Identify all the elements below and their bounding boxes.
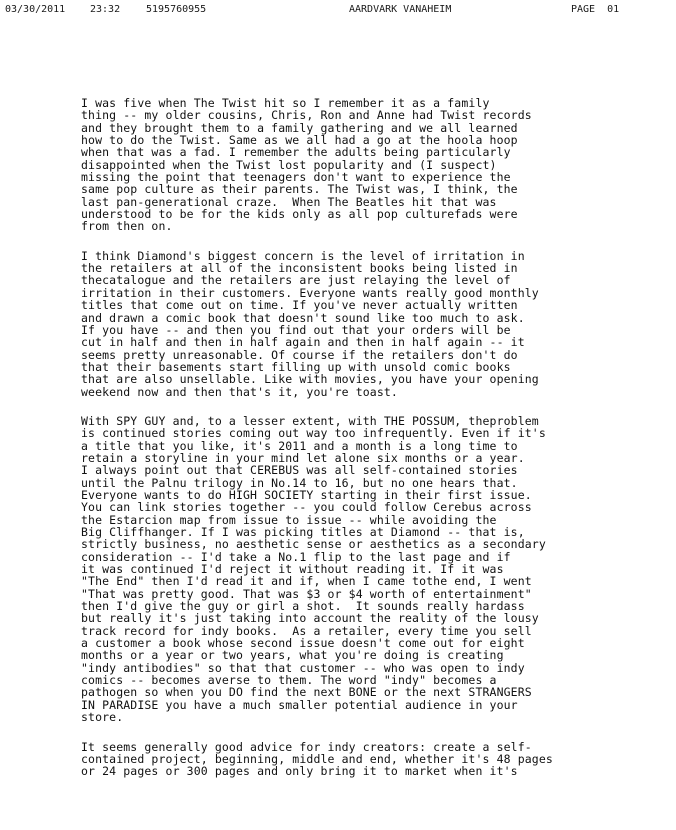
text-line: until the Palnu trilogy in No.14 to 16, but no one hears that. xyxy=(81,475,518,490)
text-line: With SPY GUY and, to a lesser extent, with THE POSSUM, theproblem xyxy=(81,413,539,428)
text-line: I was five when The Twist hit so I remember it as a family xyxy=(81,96,490,110)
text-line: when that was a fad. I remember the adults being particularly xyxy=(81,145,511,160)
paragraph xyxy=(81,741,671,778)
text-line: how to do the Twist. Same as we all had a go at the hoola hoop xyxy=(81,133,518,148)
text-line: same pop culture as their parents. The Twist was, I think, the xyxy=(81,182,518,197)
text-line: If you have -- and then you find out that your orders will be xyxy=(81,322,511,337)
fax-header xyxy=(0,3,676,17)
text-line: and drawn a comic book that doesn't sound like too much to ask. xyxy=(81,310,525,325)
paragraph xyxy=(81,250,671,398)
fax-time: 23:32 xyxy=(90,4,121,15)
text-line: titles that come out on time. If you've never actually written xyxy=(81,298,518,313)
text-line: it was continued I'd reject it without reading it. If it was xyxy=(81,562,504,577)
text-line: consideration -- I'd take a No.1 flip to the last page and if xyxy=(81,549,511,564)
text-line: and they brought them to a family gathering and we all learned xyxy=(81,120,518,135)
text-line: understood to be for the kids only as all pop culturefads were xyxy=(81,207,518,222)
text-line: comics -- becomes averse to them. The word "indy" becomes a xyxy=(81,673,497,688)
text-line: the retailers at all of the inconsistent books being listed in xyxy=(81,261,518,276)
text-line: track record for indy books. As a retailer, every time you sell xyxy=(81,623,532,638)
text-line: IN PARADISE you have a much smaller potential audience in your xyxy=(81,697,518,712)
text-line: a customer a book whose second issue doesn't come out for eight xyxy=(81,636,525,651)
text-line: seems pretty unreasonable. Of course if the retailers don't do xyxy=(81,347,518,362)
text-line: retain a storyline in your mind let alone six months or a year. xyxy=(81,450,525,465)
fax-phone-number: 5195760955 xyxy=(146,4,207,15)
paragraph xyxy=(81,415,671,724)
text-line: thecatalogue and the retailers are just relaying the level of xyxy=(81,273,511,288)
text-line: the Estarcion map from issue to issue -- while avoiding the xyxy=(81,512,497,527)
text-line: last pan-generational craze. When The Beatles hit that was xyxy=(81,194,497,209)
text-line: Big Cliffhanger. If I was picking titles at Diamond -- that is, xyxy=(81,525,525,539)
text-line: then I'd give the guy or girl a shot. It sounds really hardass xyxy=(81,599,525,614)
text-line: "The End" then I'd read it and if, when I came tothe end, I went xyxy=(81,574,532,589)
text-line: that their basements start filling up with unsold comic books xyxy=(81,359,511,374)
text-line: thing -- my older cousins, Chris, Ron and Anne had Twist records xyxy=(81,108,532,123)
text-line: disappointed when the Twist lost popularity and (I suspect) xyxy=(81,157,497,172)
text-line: Everyone wants to do HIGH SOCIETY starting in their first issue. xyxy=(81,487,532,502)
text-line: is continued stories coming out way too infrequently. Even if it's xyxy=(81,426,546,441)
text-line: It seems generally good advice for indy creators: create a self- xyxy=(81,739,532,754)
text-line: or 24 pages or 300 pages and only bring it to market when it's xyxy=(81,764,518,779)
text-line: pathogen so when you DO find the next BONE or the next STRANGERS xyxy=(81,685,532,700)
fax-date: 03/30/2011 xyxy=(5,4,66,15)
fax-sender: AARDVARK VANAHEIM xyxy=(349,4,452,15)
text-line: a title that you like, it's 2011 and a month is a long time to xyxy=(81,438,518,453)
fax-page-number: PAGE 01 xyxy=(571,4,620,15)
text-line: I think Diamond's biggest concern is the level of irritation in xyxy=(81,248,525,263)
text-line: "indy antibodies" so that that customer -- who was open to indy xyxy=(81,660,525,675)
text-line: store. xyxy=(81,710,124,725)
text-line: I always point out that CEREBUS was all self-contained stories xyxy=(81,463,518,478)
text-line: weekend now and then that's it, you're toast. xyxy=(81,384,398,399)
text-line: You can link stories together -- you could follow Cerebus across xyxy=(81,500,532,515)
text-line: contained project, beginning, middle and end, whether it's 48 pages xyxy=(81,751,553,766)
text-line: that are also unsellable. Like with movies, you have your opening xyxy=(81,372,539,387)
text-line: months or a year or two years, what you're doing is creating xyxy=(81,648,504,663)
text-line: from then on. xyxy=(81,219,173,234)
letter-body xyxy=(81,97,671,795)
text-line: strictly business, no aesthetic sense or aesthetics as a secondary xyxy=(81,537,546,552)
text-line: "That was pretty good. That was $3 or $4 worth of entertainment" xyxy=(81,586,532,601)
paragraph xyxy=(81,97,671,233)
text-line: missing the point that teenagers don't want to experience the xyxy=(81,170,511,185)
text-line: but really it's just taking into account the reality of the lousy xyxy=(81,611,539,626)
text-line: irritation in their customers. Everyone wants really good monthly xyxy=(81,285,539,300)
text-line: cut in half and then in half again and then in half again -- it xyxy=(81,335,525,350)
